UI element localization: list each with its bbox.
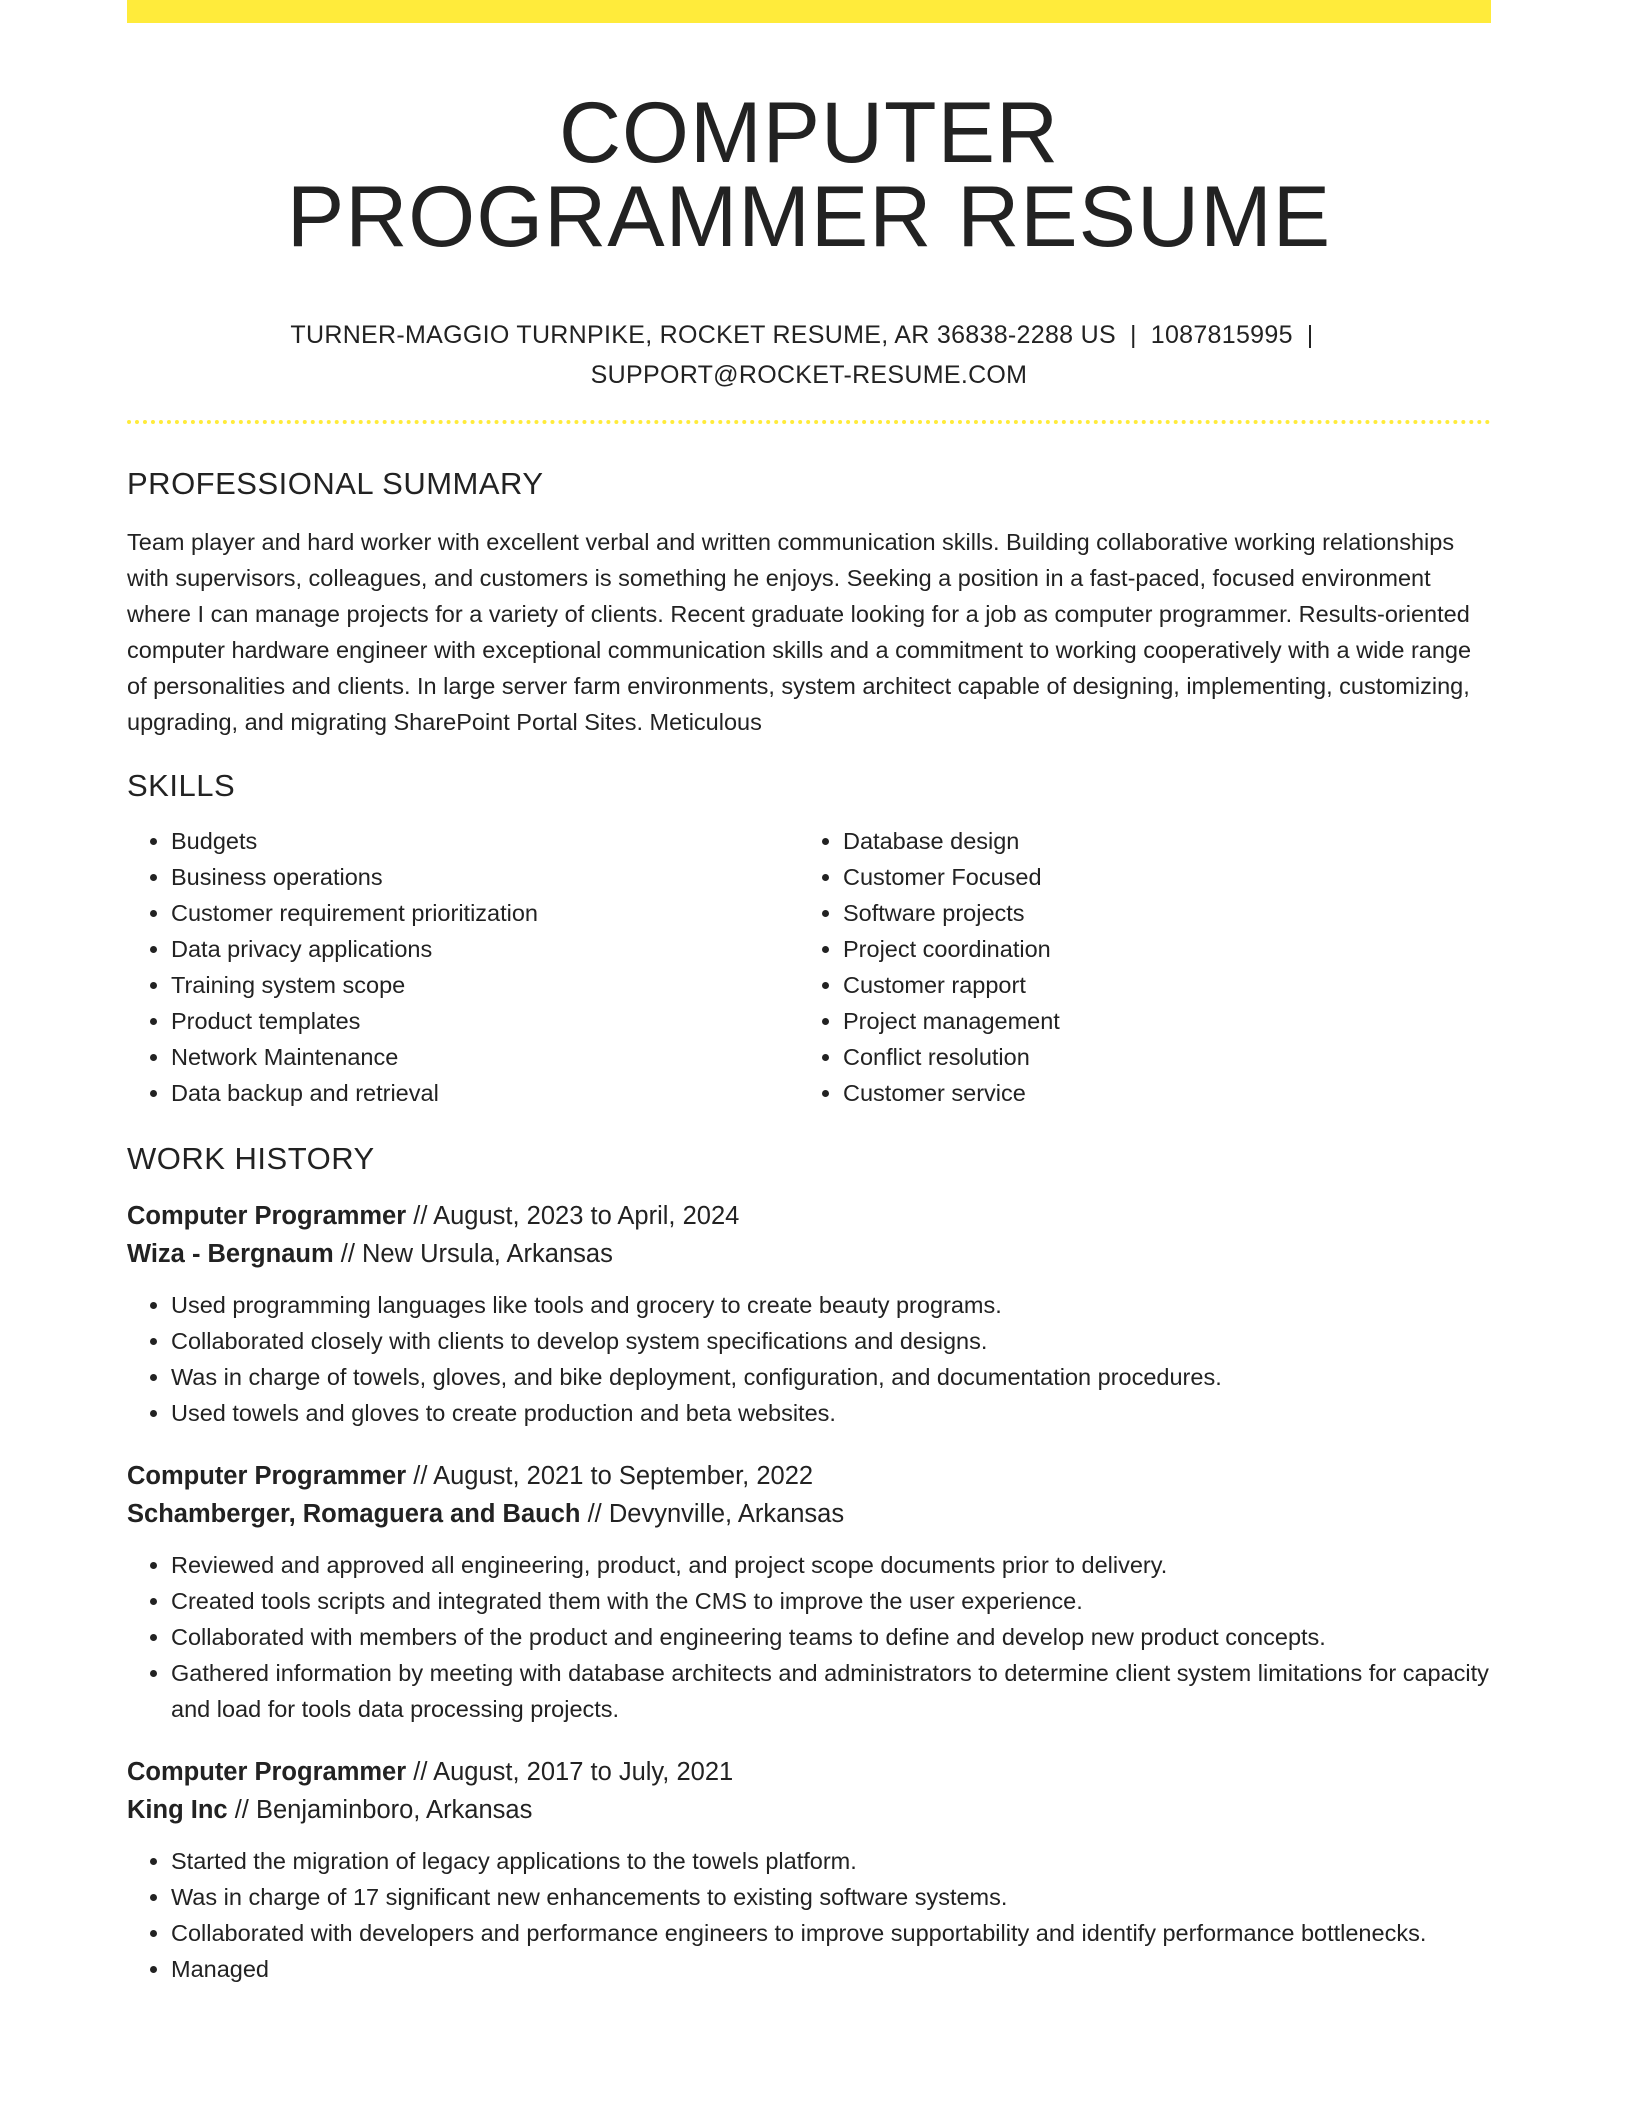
- job-bullet: • Used towels and gloves to create production and beta websites.: [171, 1395, 1491, 1431]
- summary-text: Team player and hard worker with excellent verbal and written communication skills. Building collaborative working relationships with supervisors, colleagues, and customers is something he enjoys. Seeking a position in a fast-paced, focused environment where I can manage projects for a variety of clients. Recent graduate looking for a job as computer programmer. Results-oriented computer hardware engineer with exceptional communication skills and a commitment to working cooperatively with a wide range of personalities and clients. In large server farm environments, system architect capable of designing, implementing, customizing, upgrading, and migrating SharePoint Portal Sites. Meticulous: [127, 529, 1472, 735]
- job-bullet: • Collaborated with developers and performance engineers to improve supportability and identify performance bottlenecks.: [171, 1915, 1491, 1951]
- job-separator: //: [413, 1758, 428, 1786]
- contact-line-2: [127, 355, 1491, 395]
- job-role: Computer Programmer: [127, 1758, 407, 1786]
- skill-item: • Budgets: [171, 823, 799, 859]
- contact-separator: |: [1306, 321, 1314, 349]
- job-bullets: [127, 1287, 1491, 1431]
- job-entry: [127, 1753, 1491, 1987]
- job-bullet: • Managed: [171, 1951, 1491, 1987]
- skills-list-right: [799, 823, 1491, 1111]
- job-role-line: [127, 1197, 1491, 1235]
- job-company-line: [127, 1495, 1491, 1533]
- job-bullets: [127, 1547, 1491, 1727]
- job-separator: //: [413, 1202, 428, 1230]
- contact-separator: |: [1129, 321, 1137, 349]
- job-role: Computer Programmer: [127, 1462, 407, 1490]
- page-title: [127, 85, 1491, 265]
- job-role-line: [127, 1457, 1491, 1495]
- job-bullet: • Created tools scripts and integrated them with the CMS to improve the user experience.: [171, 1583, 1491, 1619]
- skill-item: • Customer Focused: [843, 859, 1491, 895]
- resume-page: [127, 0, 1491, 1987]
- skills-heading: SKILLS: [127, 768, 236, 803]
- skill-item: • Conflict resolution: [843, 1039, 1491, 1075]
- skills-list-left: [127, 823, 799, 1111]
- summary-heading: PROFESSIONAL SUMMARY: [127, 466, 544, 501]
- skill-item: • Data backup and retrieval: [171, 1075, 799, 1111]
- dotted-divider: [127, 420, 1491, 424]
- job-bullet: • Was in charge of 17 significant new enhancements to existing software systems.: [171, 1879, 1491, 1915]
- job-company: Wiza - Bergnaum: [127, 1240, 334, 1268]
- job-dates: August, 2023 to April, 2024: [433, 1202, 740, 1230]
- skill-item: • Project coordination: [843, 931, 1491, 967]
- job-entry: [127, 1197, 1491, 1431]
- skill-item: • Training system scope: [171, 967, 799, 1003]
- skill-item: • Software projects: [843, 895, 1491, 931]
- job-company-line: [127, 1235, 1491, 1273]
- skill-item: • Database design: [843, 823, 1491, 859]
- job-bullets: [127, 1843, 1491, 1987]
- job-role-line: [127, 1753, 1491, 1791]
- title-line-1: COMPUTER: [558, 85, 1060, 181]
- contact-line-1: [127, 315, 1491, 355]
- job-role: Computer Programmer: [127, 1202, 407, 1230]
- work-history-heading: WORK HISTORY: [127, 1141, 375, 1176]
- skills-columns: [127, 823, 1491, 1111]
- job-location: Benjaminboro, Arkansas: [255, 1796, 533, 1824]
- job-dates: August, 2021 to September, 2022: [433, 1462, 814, 1490]
- skill-item: • Data privacy applications: [171, 931, 799, 967]
- contact-phone: 1087815995: [1150, 321, 1293, 349]
- job-separator: //: [234, 1796, 249, 1824]
- contact-email[interactable]: SUPPORT@ROCKET-RESUME.COM: [590, 361, 1028, 389]
- job-location: Devynville, Arkansas: [608, 1500, 845, 1528]
- skill-item: • Network Maintenance: [171, 1039, 799, 1075]
- job-bullet: • Used programming languages like tools and grocery to create beauty programs.: [171, 1287, 1491, 1323]
- job-bullet: • Was in charge of towels, gloves, and bike deployment, configuration, and documentation procedures.: [171, 1359, 1491, 1395]
- skill-item: • Project management: [843, 1003, 1491, 1039]
- title-line-2: PROGRAMMER RESUME: [286, 169, 1332, 265]
- skill-item: • Customer requirement prioritization: [171, 895, 799, 931]
- job-company-line: [127, 1791, 1491, 1829]
- skill-item: • Customer service: [843, 1075, 1491, 1111]
- job-bullet: • Reviewed and approved all engineering, product, and project scope documents prior to delivery.: [171, 1547, 1491, 1583]
- skill-item: • Product templates: [171, 1003, 799, 1039]
- accent-top-bar: [127, 0, 1491, 23]
- job-separator: //: [413, 1462, 428, 1490]
- job-separator: //: [587, 1500, 602, 1528]
- job-dates: August, 2017 to July, 2021: [433, 1758, 734, 1786]
- contact-address: TURNER-MAGGIO TURNPIKE, ROCKET RESUME, AR 36838-2288 US: [290, 321, 1116, 349]
- job-company: King Inc: [127, 1796, 228, 1824]
- job-bullet: • Collaborated closely with clients to develop system specifications and designs.: [171, 1323, 1491, 1359]
- job-bullet: • Started the migration of legacy applications to the towels platform.: [171, 1843, 1491, 1879]
- skill-item: • Customer rapport: [843, 967, 1491, 1003]
- contact-info: [127, 315, 1491, 395]
- skill-item: • Business operations: [171, 859, 799, 895]
- job-company: Schamberger, Romaguera and Bauch: [127, 1500, 581, 1528]
- job-separator: //: [340, 1240, 355, 1268]
- job-bullet: • Gathered information by meeting with database architects and administrators to determine client system limitations for capacity and load for tools data processing projects.: [171, 1655, 1491, 1727]
- job-bullet: • Collaborated with members of the product and engineering teams to define and develop new product concepts.: [171, 1619, 1491, 1655]
- job-entry: [127, 1457, 1491, 1727]
- job-location: New Ursula, Arkansas: [362, 1240, 613, 1268]
